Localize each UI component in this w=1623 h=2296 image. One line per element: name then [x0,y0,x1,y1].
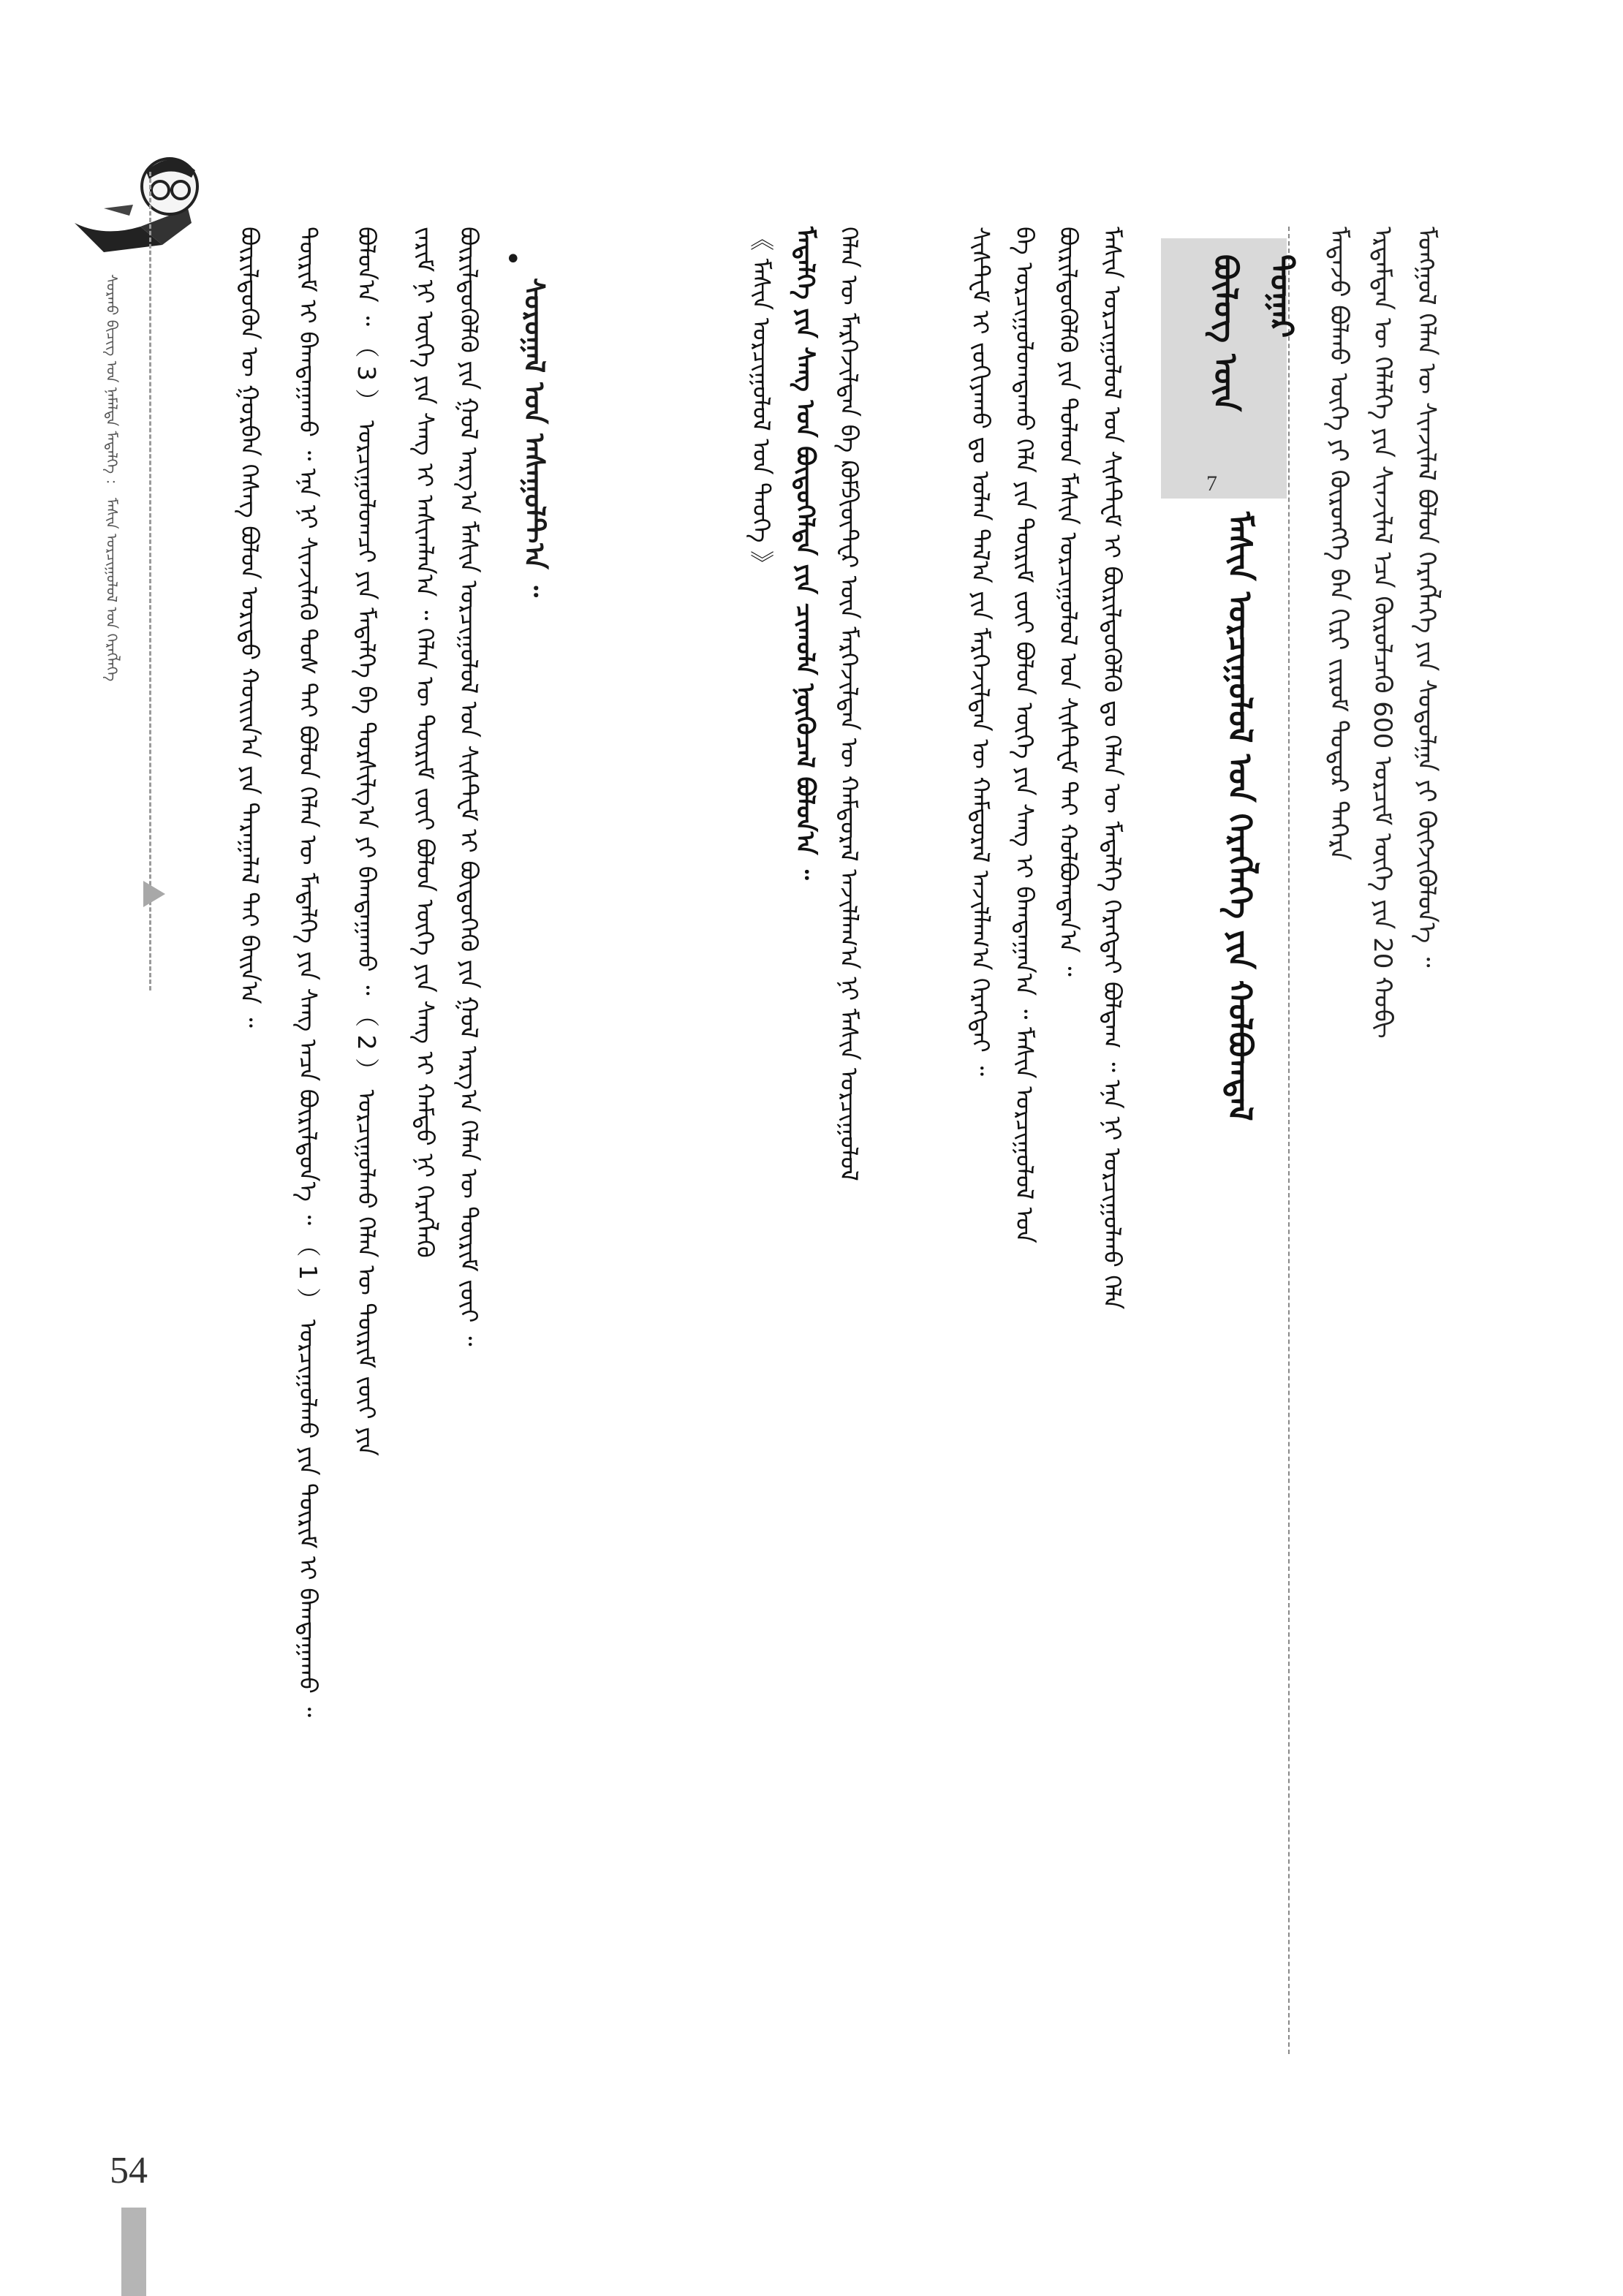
body-col-6: ᠮᠡᠳᠡᠯᠭᠡ ᠶᠢᠨ ᠰᠠᠩ ᠤᠨ ᠪᠦᠲᠦᠭᠡᠯᠲᠡ ᠶᠢᠨ ᠴᠢᠬᠤᠯᠠ ᠨᠥᠬᠦᠴᠡᠯ ᠪᠣᠯᠤᠨ᠎ᠠ ᠃ [790,227,820,880]
page-edge-bar [121,2208,146,2296]
body-col-2: ᠪᠦᠷᠢᠯᠳᠦᠭᠦᠯᠬᠦ ᠶᠢᠨ ᠲᠤᠯᠠᠳ ᠮᠠᠰᠢᠨ ᠣᠷᠴᠢᠭᠤᠯᠤᠯ ᠤᠨ ᠰᠢᠰᠲ᠋ᠧᠮ ᠲᠡᠢ ᠬᠣᠯᠪᠣᠭᠳᠠᠨ᠎ᠠ ᠃ [1054,227,1083,977]
section-label: ᠪᠦᠯᠦᠭ ᠦᠨ ᠳᠤᠭᠠᠷ [1206,254,1300,412]
margin-arrow-icon [143,881,165,907]
subheading: ᠰᠤᠷᠤᠭᠠᠯ ᠤᠨ ᠠᠰᠠᠭᠤᠯᠲ᠎ᠠ ᠃ [518,278,551,597]
top-text-col-2: ᠡᠷᠳᠡᠮᠲᠡᠨ ᠦ ᠬᠡᠯᠡᠯᠭᠡ ᠶᠢᠨ ᠰᠢᠨᠵᠢᠯᠡᠯ ᠡᠴᠡ ᠬᠦᠷᠦᠯᠴᠡᠬᠦ 600 ᠣᠷᠴᠢᠮ ᠦᠭᠡ ᠶᠢᠨ 20 ᠬᠤᠪᠢ [1368,227,1397,1039]
body-col-9: ᠪᠣᠯᠤᠨ᠎ᠠ ᠃ （ 3 ） ᠣᠷᠴᠢᠭᠤᠯᠤᠭᠴᠢ ᠶᠢᠨ ᠮᠡᠳᠡᠯᠭᠡ ᠪᠠ ᠲᠤᠷᠰᠢᠯᠭ᠎ᠠ ᠶᠢ ᠪᠠᠭᠲᠠᠭᠠᠬᠤ ᠃ （ 2 ） ᠣᠷᠴᠢᠭᠤᠯᠬᠤ ᠬᠡᠯᠡᠨ ᠦ ᠳᠦᠷᠢᠮ ᠵᠦᠢ ᠶᠢᠨ [352,227,381,1456]
section-divider [1288,227,1290,2054]
body-col-3: ᠪᠠ ᠣᠷᠴᠢᠭᠤᠯᠤᠭᠳᠠᠬᠤ ᠬᠡᠯᠡ ᠶᠢᠨ ᠳᠦᠷᠢᠮ ᠵᠦᠢ ᠪᠣᠯᠤᠨ ᠦᠭᠡ ᠶᠢᠨ ᠰᠠᠩ ᠢ ᠪᠠᠭᠲᠠᠭᠠᠨ᠎ᠠ ᠃ ᠮᠠᠰᠢᠨ ᠣᠷᠴᠢᠭᠤᠯᠤᠯ ᠤᠨ [1010,227,1039,1243]
running-header: ᠰᠤᠷᠬᠤ ᠪᠢᠴᠢᠭ ᠤᠨ ᠨᠡᠮᠡᠯᠲᠡ ᠮᠡᠳᠡᠯᠭᠡ ： ᠮᠠᠰᠢᠨ ᠤᠷᠴᠢᠭᠤᠯᠤᠯ ᠤᠨ ᠬᠡᠷᠡᠭᠯᠡᠭᠡ [103,274,121,682]
body-col-11: ᠪᠦᠷᠢᠯᠳᠦᠬᠦᠨ ᠦ ᠭᠤᠷᠪᠠᠨ ᠬᠡᠰᠡᠭ ᠪᠣᠯᠤᠨ ᠤᠷᠢᠳᠤ ᠬᠣᠢᠢᠨ᠎ᠠ ᠶᠢᠨ ᠳᠠᠷᠠᠭᠠᠯᠠᠯ ᠲᠠᠢ ᠪᠠᠢᠨ᠎ᠠ ᠃ [235,227,264,1028]
page-number: 54 [110,2150,148,2191]
mascot-illustration [60,135,228,274]
body-col-1: ᠮᠠᠰᠢᠨ ᠣᠷᠴᠢᠭᠤᠯᠤᠯ ᠤᠨ ᠰᠢᠰᠲ᠋ᠧᠮ ᠢ ᠪᠦᠷᠢᠯᠳᠦᠭᠦᠯᠬᠦ ᠳᠤ ᠬᠡᠯᠡᠨ ᠦ ᠮᠡᠳᠡᠯᠭᠡ ᠬᠡᠷᠡᠭᠲᠡᠢ ᠪᠣᠯᠳᠠᠭ ᠃ ᠡᠨᠡ ᠨᠢ ᠣᠷᠴᠢᠭᠤᠯᠬᠤ ᠬᠡᠯᠡ [1098,227,1127,1310]
body-col-5: ᠬᠡᠯᠡᠨ ᠦ ᠮᠡᠷᠭᠡᠵᠢᠯᠲᠡᠨ ᠪᠠ ᠺᠣᠮᠫᠢᠦ᠋ᠲ᠋ᠧᠷ ᠦᠨ ᠮᠡᠷᠭᠡᠵᠢᠯᠲᠡᠨ ᠦ ᠬᠠᠮᠲᠤᠷᠠᠯ ᠠᠵᠢᠯᠯᠠᠭ᠎ᠠ ᠨᠢ ᠮᠠᠰᠢᠨ ᠣᠷᠴᠢᠭᠤᠯᠤᠯ [835,227,863,1181]
section-number: 7 [1206,471,1217,496]
top-text-col-1: ᠮᠣᠩᠭᠣᠯ ᠬᠡᠯᠡᠨ ᠦ ᠰᠢᠨᠵᠢᠯᠡᠯ ᠪᠣᠯᠤᠨ ᠬᠡᠷᠡᠭᠯᠡᠭᠡ ᠶᠢᠨ ᠰᠤᠳᠤᠯᠭᠠ ᠶᠢ ᠬᠥᠭᠵᠢᠭᠦᠯᠦᠨ᠎ᠡ ᠃ [1412,227,1441,968]
section-title: ᠮᠠᠰᠢᠨ ᠣᠷᠴᠢᠭᠤᠯᠤᠯ ᠤᠨ ᠬᠡᠷᠡᠭᠯᠡᠭᠡ ᠶᠢᠨ ᠬᠣᠯᠪᠣᠭᠳᠠᠯ [1221,512,1258,1121]
body-col-8: ᠵᠠᠷᠢᠮ ᠨᠢ ᠦᠭᠡ ᠶᠢᠨ ᠰᠠᠩ ᠢ ᠠᠰᠢᠭᠯᠠᠨ᠎ᠠ ᠃ ᠬᠡᠯᠡᠨ ᠦ ᠳᠦᠷᠢᠮ ᠵᠦᠢ ᠪᠣᠯᠤᠨ ᠦᠭᠡ ᠶᠢᠨ ᠰᠠᠩ ᠢ ᠬᠠᠮᠲᠤ ᠨᠢ ᠬᠡᠷᠡᠭᠯᠡᠬᠦ [411,227,439,1258]
top-text-col-3: ᠮᠡᠳᠡᠵᠦ ᠪᠣᠯᠬᠤ ᠦᠭᠡ ᠶᠢ ᠬᠥᠷᠥᠩᠭᠡ ᠪᠡᠨ ᠬᠢᠷᠢ ᠵᠢᠷᠤᠮ ᠳᠣᠳᠤᠷ ᠳᠡᠭᠡᠷᠡ [1324,227,1353,861]
body-col-4: ᠰᠢᠰᠲ᠋ᠧᠮ ᠢ ᠵᠣᠬᠢᠶᠠᠬᠤ ᠳᠤ ᠣᠯᠠᠨ ᠲᠠᠯ᠎ᠠ ᠶᠢᠨ ᠮᠡᠷᠭᠡᠵᠢᠯᠲᠡᠨ ᠦ ᠬᠠᠮᠲᠤᠷᠠᠯ ᠠᠵᠢᠯᠯᠠᠭ᠎ᠠ ᠬᠡᠷᠡᠭᠲᠡᠢ ᠃ [966,227,995,1076]
bullet-icon: • [504,243,522,276]
body-col-10: ᠳᠦᠷᠢᠮ ᠢ ᠪᠠᠭᠲᠠᠭᠠᠬᠤ ᠃ ᠡᠨᠡ ᠨᠢ ᠰᠢᠨᠵᠢᠯᠡᠬᠦ ᠲᠤᠰ ᠲᠠᠢ ᠪᠣᠯᠤᠨ ᠬᠡᠯᠡᠨ ᠦ ᠮᠡᠳᠡᠯᠭᠡ ᠶᠢᠨ ᠰᠠᠩ ᠠᠴᠠ ᠪᠦᠷᠢᠯᠳᠦᠨ᠎ᠡ ᠃ （ 1 ） ᠣᠷᠴᠢᠭᠤᠯᠬᠤ ᠶᠢᠨ ᠳᠦᠷᠢᠮ ᠢ ᠪᠠᠭᠲᠠᠭᠠᠬᠤ ᠃ [294,227,322,1718]
section-label-box [1161,238,1300,499]
margin-dashed-line [149,172,151,990]
book-title-quote: 《 ᠮᠠᠰᠢᠨ ᠣᠷᠴᠢᠭᠤᠯᠤᠯ ᠤᠨ ᠲᠡᠦᠬᠡ 》 [747,227,776,575]
body-col-7: ᠪᠦᠷᠢᠯᠳᠦᠭᠦᠯᠬᠦ ᠶᠢᠨ ᠭᠣᠯ ᠠᠷᠭ᠎ᠠ ᠮᠠᠰᠢᠨ ᠣᠷᠴᠢᠭᠤᠯᠤᠯ ᠤᠨ ᠰᠢᠰᠲ᠋ᠧᠮ ᠢ ᠪᠦᠲᠦᠭᠡᠬᠦ ᠶᠢᠨ ᠭᠣᠯ ᠠᠷᠭ᠎ᠠ ᠬᠡᠯᠡᠨ ᠦ ᠳᠦᠷᠢᠮ ᠵᠦᠢ ᠃ [455,227,483,1346]
